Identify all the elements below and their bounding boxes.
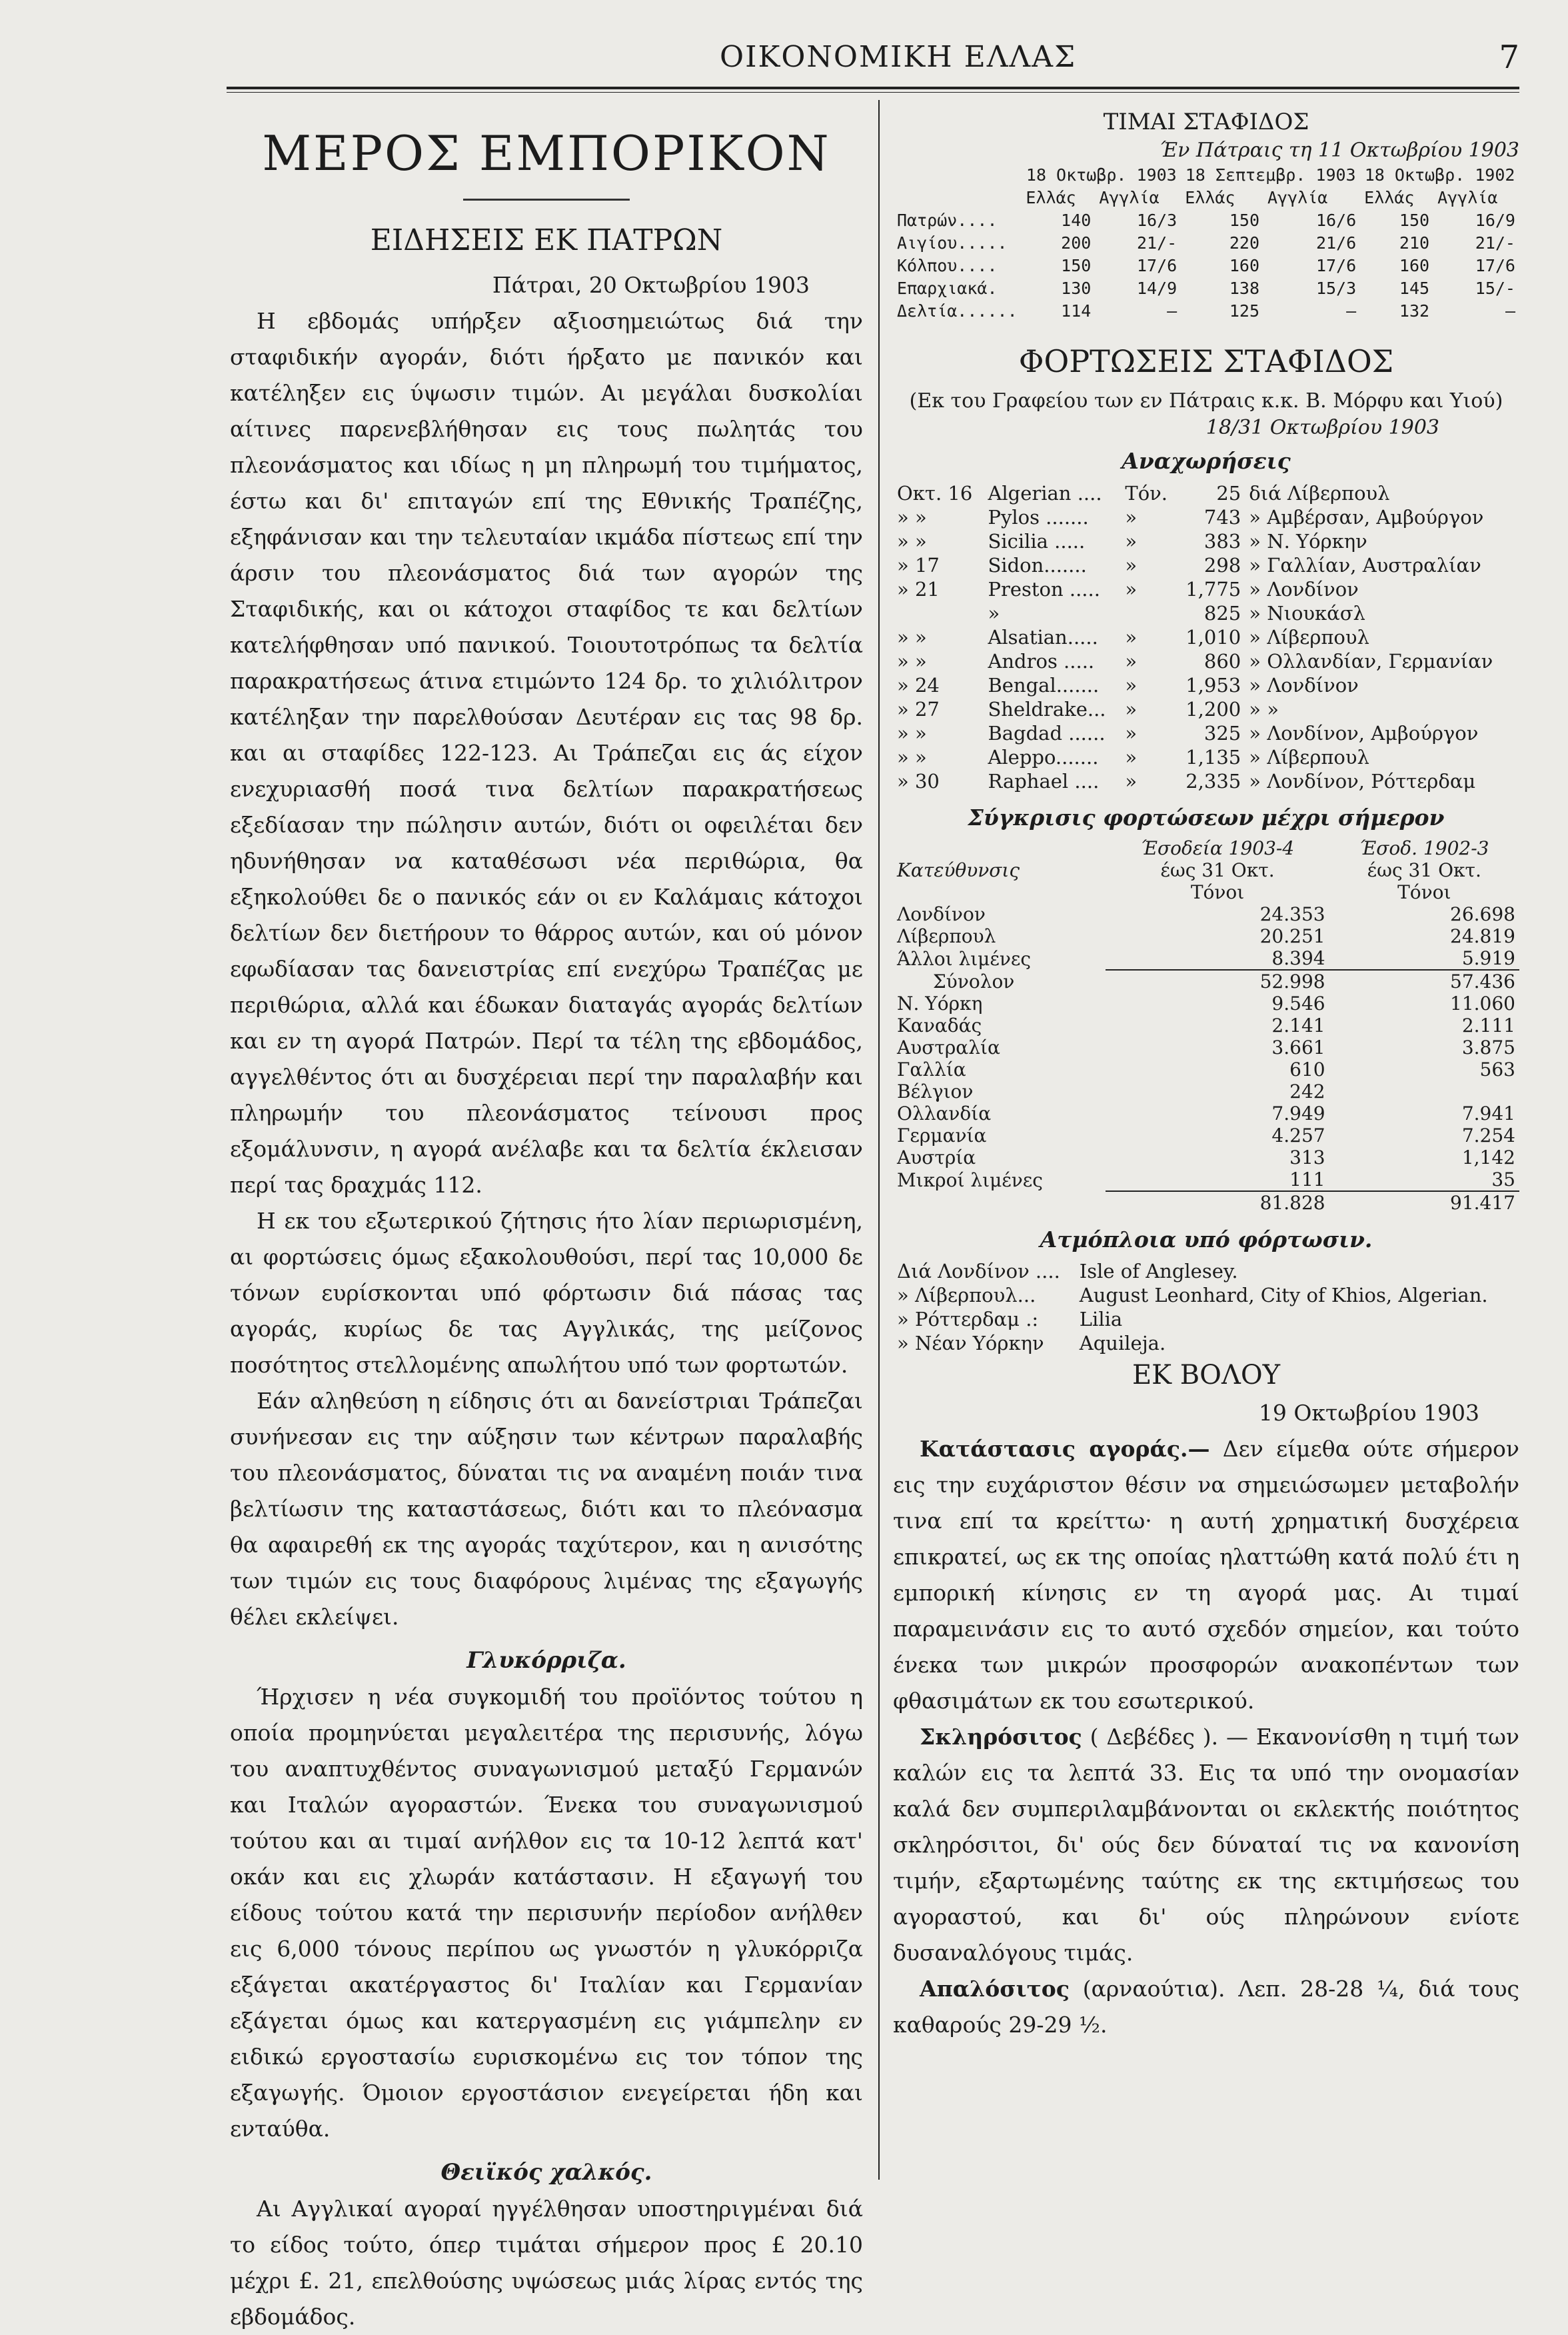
lead-term: Κατάστασις αγοράς.— bbox=[920, 1436, 1210, 1462]
paragraph: Αι Αγγλικαί αγοραί ηγγέλθησαν υποστηριγμέναι διά το είδος τούτο, όπερ τιμάται σήμερον προς £ 20.10 μέχρι £. 21, επελθούσης υψώσεως μιάς λίρας εντός της εβδομάδος. bbox=[230, 2196, 863, 2330]
date-header: 18 Σεπτεμβρ. 1903 bbox=[1185, 165, 1356, 185]
table-cell: 150 bbox=[1061, 256, 1092, 275]
subtotal-label: Σύνολον bbox=[933, 970, 1015, 993]
price-row bbox=[893, 209, 1519, 232]
table-cell: Aquileja. bbox=[1079, 1332, 1166, 1354]
departure-row bbox=[893, 481, 1519, 505]
departure-row bbox=[893, 769, 1519, 793]
table-cell: 26.698 bbox=[1450, 903, 1515, 925]
table-cell: 17/6 bbox=[1475, 256, 1515, 275]
table-cell: 11.060 bbox=[1450, 993, 1515, 1015]
comparison-row bbox=[893, 1015, 1519, 1037]
table-cell: Ολλανδία bbox=[897, 1103, 992, 1125]
lead-term: Απαλόσιτος bbox=[920, 1976, 1070, 2002]
table-cell: » Λονδίνον, Ρόττερδαμ bbox=[1249, 770, 1476, 793]
table-cell: » » bbox=[897, 746, 927, 769]
table-cell: 325 bbox=[1203, 722, 1241, 745]
table-cell: 860 bbox=[1203, 650, 1241, 673]
steamers-title: Ατμόπλοια υπό φόρτωσιν. bbox=[1040, 1226, 1373, 1252]
glykorriza-title: Γλυκόρριζα. bbox=[466, 1647, 626, 1674]
col-header: Ελλάς bbox=[1185, 188, 1235, 207]
table-cell: 21/6 bbox=[1315, 233, 1357, 253]
table-cell: Λονδίνον bbox=[897, 903, 986, 925]
table-cell: August Leonhard, City of Khios, Algerian. bbox=[1079, 1284, 1488, 1306]
steamer-row bbox=[893, 1259, 1519, 1283]
steamer-row bbox=[893, 1283, 1519, 1307]
table-cell: Algerian .... bbox=[988, 482, 1102, 505]
table-cell: 7.254 bbox=[1461, 1125, 1515, 1147]
table-cell: » bbox=[1125, 746, 1138, 769]
table-cell: 21/- bbox=[1475, 233, 1515, 253]
table-cell bbox=[893, 601, 984, 625]
table-cell: » bbox=[1125, 722, 1138, 745]
table-cell: » » bbox=[897, 650, 927, 673]
table-cell: Κόλπου.... bbox=[897, 256, 998, 275]
table-cell: » bbox=[1125, 770, 1138, 793]
lead-term: Σκληρόσιτος bbox=[920, 1724, 1082, 1750]
table-cell: Γαλλία bbox=[897, 1059, 966, 1081]
comparison-row bbox=[893, 1103, 1519, 1125]
table-cell: » 30 bbox=[897, 770, 940, 793]
prices-table bbox=[893, 164, 1519, 323]
table-cell: Lilia bbox=[1079, 1308, 1123, 1330]
table-cell: 25 bbox=[1216, 482, 1241, 505]
paragraph-text: ( Δεβέδες ). — Εκανονίσθη η τιμή των καλών εις τα λεπτά 33. Εις τα υπό την ονομασίαν καλά δεν συμπεριλαμβάνονται οι εκλεκτής ποιότητος σκληρόσιτοι, δι' ούς δεν δύναταί τις να κανονίση τιμήν, εξαρτωμένης ταύτης εκ της εκτιμήσεως του αγοραστού, και δι' ούς πληρώνουν ενίοτε δυσαναλόγους τιμάς. bbox=[893, 1724, 1519, 1966]
table-cell: 15/- bbox=[1475, 279, 1515, 298]
unit-header: Τόνοι bbox=[1190, 881, 1245, 903]
table-cell: Bagdad ...... bbox=[988, 722, 1106, 745]
table-cell: 130 bbox=[1061, 279, 1092, 298]
subtotal-value: 57.436 bbox=[1329, 970, 1519, 993]
table-cell: 3.661 bbox=[1271, 1037, 1325, 1059]
paragraph: Ήρχισεν η νέα συγκομιδή του προϊόντος τούτου η οποία προμηνύεται μεγαλειτέρα της περισυνής, λόγω του αναπτυχθέντος συναγωνισμού μεταξύ Γερμανών και Ιταλών αγοραστών. Ένεκα του συναγωνισμού τούτου και αι τιμαί ανήλθον εις τα 10-12 λεπτά κατ' οκάν και εις χλωράν κατάστασιν. Η εξαγωγή του είδους τούτου κατά την περισυνήν περίοδον ανήλθεν εις 6,000 τόνους περίπου ως γνωστόν η γλυκόρριζα εξάγεται ακατέργαστος δι' Ιταλίαν και Γερμανίαν εξάγεται όμως και κατεργασμένη εις γιάμπελην εν ειδικώ εργοστασίω ευρισκομένω εις τον τόπον της εξαγωγής. Όμοιον εργοστάσιον ενεγείρεται ήδη και ενταύθα. bbox=[230, 1684, 863, 2142]
table-cell: 383 bbox=[1203, 530, 1241, 553]
table-cell: — bbox=[1346, 301, 1357, 321]
right-column bbox=[893, 107, 1519, 2043]
table-cell: » » bbox=[1249, 698, 1279, 721]
loads-title: ΦΟΡΤΩΣΕΙΣ ΣΤΑΦΙΔΟΣ bbox=[1018, 343, 1394, 379]
table-cell: 4.257 bbox=[1271, 1125, 1325, 1147]
departures-table bbox=[893, 481, 1519, 793]
departure-row bbox=[893, 505, 1519, 529]
table-cell: 220 bbox=[1229, 233, 1259, 253]
steamers-table bbox=[893, 1259, 1519, 1355]
table-cell: Sheldrake... bbox=[988, 698, 1106, 721]
table-cell: 160 bbox=[1229, 256, 1259, 275]
comparison-row bbox=[893, 1081, 1519, 1103]
table-cell: » Λονδίνον, Αμβούργον bbox=[1249, 722, 1479, 745]
table-cell: 125 bbox=[1229, 301, 1259, 321]
price-row bbox=[893, 277, 1519, 300]
table-cell: » Νιουκάσλ bbox=[1249, 602, 1365, 625]
col-header: Ελλάς bbox=[1364, 188, 1415, 207]
table-cell: 2.111 bbox=[1461, 1015, 1515, 1037]
departure-row bbox=[893, 625, 1519, 649]
comparison-row bbox=[893, 925, 1519, 947]
departure-row bbox=[893, 697, 1519, 721]
table-cell: 16/3 bbox=[1136, 211, 1177, 230]
table-cell: διά Λίβερπουλ bbox=[1249, 482, 1390, 505]
table-cell: » Ολλανδίαν, Γερμανίαν bbox=[1249, 650, 1493, 673]
table-cell: Raphael .... bbox=[988, 770, 1100, 793]
table-cell: » bbox=[1125, 506, 1138, 529]
price-row bbox=[893, 255, 1519, 277]
comparison-row bbox=[893, 1059, 1519, 1081]
table-cell: » bbox=[988, 602, 1000, 625]
table-cell: 1,953 bbox=[1185, 674, 1241, 697]
until-header: έως 31 Οκτ. bbox=[1160, 859, 1275, 881]
table-cell: » bbox=[1125, 650, 1138, 673]
table-cell: 5.919 bbox=[1461, 947, 1515, 969]
table-cell: » Γαλλίαν, Αυστραλίαν bbox=[1249, 554, 1481, 577]
table-cell: » Αμβέρσαν, Αμβούργον bbox=[1249, 506, 1484, 529]
comparison-row bbox=[893, 1168, 1519, 1191]
volos-paragraph bbox=[893, 1719, 1519, 1971]
table-cell: » bbox=[1125, 626, 1138, 649]
table-cell: » » bbox=[897, 722, 927, 745]
table-cell: 743 bbox=[1203, 506, 1241, 529]
left-column bbox=[230, 107, 863, 2335]
subtotal-value: 52.998 bbox=[1106, 970, 1329, 993]
prices-subtitle: Έν Πάτραις τη 11 Οκτωβρίου 1903 bbox=[1160, 139, 1519, 162]
table-cell: » 21 bbox=[897, 578, 940, 601]
table-cell: Αιγίου..... bbox=[897, 233, 1008, 253]
price-row bbox=[893, 232, 1519, 255]
table-cell: Καναδάς bbox=[897, 1015, 982, 1037]
table-cell: — bbox=[1167, 301, 1177, 321]
table-cell: » bbox=[1125, 578, 1138, 601]
departure-row bbox=[893, 577, 1519, 601]
loads-source: (Εκ του Γραφείου των εν Πάτραις κ.κ. Β. Μόρφυ και Υιού) bbox=[909, 389, 1503, 413]
steamer-row bbox=[893, 1307, 1519, 1331]
table-cell: 35 bbox=[1491, 1168, 1515, 1190]
table-cell: » 17 bbox=[897, 554, 940, 577]
season-header: Έσοδ. 1902-3 bbox=[1359, 837, 1489, 859]
table-cell: » bbox=[1125, 530, 1138, 553]
table-cell: 1,010 bbox=[1185, 626, 1241, 649]
table-cell: Άλλοι λιμένες bbox=[897, 947, 1032, 970]
page-header bbox=[227, 27, 1519, 90]
price-row bbox=[893, 300, 1519, 323]
table-cell bbox=[1121, 601, 1176, 625]
paragraph: Η εκ του εξωτερικού ζήτησις ήτο λίαν περιωρισμένη, αι φορτώσεις όμως εξακολουθούσι, περί τας 10,000 δε τόνων ευρίσκονται υπό φόρτωσιν διά πάσας τας αγοράς, κυρίως δε τας Αγγλικάς, της μείζονος ποσότητος στελλομένης απωλήτου υπό των φορτωτών. bbox=[230, 1208, 863, 1378]
table-cell: 313 bbox=[1289, 1147, 1325, 1168]
table-cell: Sicilia ..... bbox=[988, 530, 1086, 553]
table-cell: Δελτία...... bbox=[897, 301, 1018, 321]
paragraph: Η εβδομάς υπήρξεν αξιοσημειώτως διά την σταφιδικήν αγοράν, διότι ήρξατο με πανικόν και κατέληξεν εις ύψωσιν τιμών. Αι μεγάλαι δυσκολίαι αίτινες παρενεβλήθησαν εις τους πωλητάς του πλεονάσματος και ιδίως η μη πληρωμή του τιμήματος, έστω και δι' επιταγών επί της Εθνικής Τραπέζης, εξηφάνισαν και την τελευταίαν ικμάδα πίστεως επί την άρσιν του πλεονάσματος διά των αγορών της Σταφιδικής, και οι κάτοχοι σταφίδος τε και δελτίων κατελήφθησαν υπό πανικού. Τοιουτοτρόπως τα δελτία παρακρατήσεως άτινα ετιμώντο 124 δρ. το χιλιόλιτρον κατέληξαν την παρελθούσαν Δευτέραν εις τας 98 δρ. και αι σταφίδες 122-123. Αι Τράπεζαι εις άς είχον ενεχυριασθή ποσά τινα δελτίων παρακρατήσεως εξεδίασαν την πώλησιν αυτών, διότι οι οφειλέται δεν ηδυνήθησαν να καταθέσωσι νέα περιθώρια, θα εξηκολούθει δε ο πανικός εάν οι εν Καλάμαις κάτοχοι δελτίων δεν διετήρουν το θάρρος αυτών, και ού μόνον εφωδίασαν τας δανειστρίας επί ενεχύρω Τραπέζας με περιθώρια, αλλά και έδωκαν διαταγάς αγοράς δελτίων και εν τη αγορά Πατρών. Περί τα τέλη της εβδομάδος, αγγελθέντος ότι αι δυσχέρειαι περί την παραλαβήν και πληρωμήν του πλεονάσματος τείνουσι προς εξομάλυνσιν, η αγορά ανέλαβε και τα δελτία έκλεισαν περί τας δραχμάς 112. bbox=[230, 308, 863, 1198]
col-header: Αγγλία bbox=[1099, 188, 1160, 207]
table-cell: Πατρών.... bbox=[897, 211, 998, 230]
volos-paragraph bbox=[893, 1431, 1519, 1719]
table-cell: » Λονδίνον bbox=[1249, 578, 1359, 601]
table-cell: » Λίβερπουλ... bbox=[897, 1284, 1036, 1306]
table-cell: Τόν. bbox=[1125, 482, 1168, 505]
table-cell: 2.141 bbox=[1271, 1015, 1325, 1037]
prices-title: ΤΙΜΑΙ ΣΤΑΦΙΔΟΣ bbox=[1103, 109, 1309, 135]
departure-row bbox=[893, 601, 1519, 625]
table-cell: Μικροί λιμένες bbox=[897, 1168, 1043, 1191]
departures-title: Αναχωρήσεις bbox=[1122, 448, 1291, 474]
table-cell: Γερμανία bbox=[897, 1125, 987, 1147]
table-cell: 21/- bbox=[1136, 233, 1177, 253]
copper-sulfate-title: Θειϊκός χαλκός. bbox=[440, 2159, 652, 2186]
volos-title: ΕΚ ΒΟΛΟΥ bbox=[1132, 1360, 1281, 1390]
header-rule-thin bbox=[227, 92, 1519, 93]
table-cell: 15/3 bbox=[1315, 279, 1357, 298]
header-rule bbox=[227, 87, 1519, 89]
table-cell: 24.819 bbox=[1450, 925, 1515, 947]
table-cell: 132 bbox=[1399, 301, 1430, 321]
total-value: 81.828 bbox=[1106, 1191, 1329, 1214]
table-cell: 114 bbox=[1061, 301, 1092, 321]
page-number: 7 bbox=[1499, 39, 1519, 76]
table-cell: 200 bbox=[1061, 233, 1092, 253]
col-header: Αγγλία bbox=[1437, 188, 1498, 207]
table-cell: 138 bbox=[1229, 279, 1259, 298]
table-cell: Λίβερπουλ bbox=[897, 925, 996, 947]
table-cell: 610 bbox=[1289, 1059, 1325, 1081]
table-cell: 563 bbox=[1479, 1059, 1515, 1081]
volos-date: 19 Οκτωβρίου 1903 bbox=[1258, 1400, 1479, 1426]
departure-row bbox=[893, 745, 1519, 769]
unit-header: Τόνοι bbox=[1397, 881, 1451, 903]
table-cell: 111 bbox=[1289, 1168, 1325, 1190]
table-cell: » 27 bbox=[897, 698, 940, 721]
total-label bbox=[893, 1191, 1106, 1214]
table-cell: » 24 bbox=[897, 674, 940, 697]
table-cell: 17/6 bbox=[1315, 256, 1357, 275]
col-header: Ελλάς bbox=[1026, 188, 1076, 207]
table-cell: 210 bbox=[1399, 233, 1430, 253]
loads-date: 18/31 Οκτωβρίου 1903 bbox=[1205, 416, 1439, 439]
table-cell: » Λίβερπουλ bbox=[1249, 746, 1369, 769]
table-cell: 16/9 bbox=[1475, 211, 1515, 230]
col-header: Αγγλία bbox=[1267, 188, 1328, 207]
table-cell: » bbox=[1125, 554, 1138, 577]
table-cell: » Νέαν Υόρκην bbox=[897, 1332, 1044, 1354]
comparison-row bbox=[893, 1125, 1519, 1147]
table-cell: 1,142 bbox=[1461, 1147, 1515, 1168]
table-cell: 16/6 bbox=[1315, 211, 1357, 230]
section-rule bbox=[463, 199, 630, 201]
comparison-row bbox=[893, 993, 1519, 1015]
table-cell: Bengal....... bbox=[988, 674, 1100, 697]
table-cell: Διά Λονδίνον .... bbox=[897, 1260, 1060, 1282]
comparison-table bbox=[893, 837, 1519, 1214]
table-cell: 298 bbox=[1203, 554, 1241, 577]
paragraph: Εάν αληθεύση η είδησις ότι αι δανείστριαι Τράπεζαι συνήνεσαν εις την αύξησιν των κέντρων παραλαβής του πλεονάσματος, δύναται τις να αναμένη ποιάν τινα βελτίωσιν της καταστάσεως, διότι και το πλεόνασμα θα αφαιρεθή εκ της αγοράς ταχύτερον, και η ανισότης των τιμών εις τους διαφόρους λιμένας της εξαγωγής θέλει εκλείψει. bbox=[230, 1388, 863, 1630]
table-cell: 150 bbox=[1229, 211, 1259, 230]
table-cell: Οκτ. 16 bbox=[897, 482, 973, 505]
date-header: 18 Οκτωβρ. 1903 bbox=[1026, 165, 1177, 185]
paragraph-text: Δεν είμεθα ούτε σήμερον εις την ευχάριστον θέσιν να σημειώσωμεν μεταβολήν τινα επί τα κρείττω· η αυτή χρηματική δυσχέρεια επικρατεί, ως εκ της οποίας ηλαττώθη κατά πολύ έτι η εμπορική κίνησις εν τη αγορά μας. Αι τιμαί παραμεινάσιν εις το αυτό σχεδόν σημείον, και τούτο ένεκα των μικρών προσφορών ανακοπέντων των φθασιμάτων εκ του εσωτερικού. bbox=[893, 1436, 1519, 1714]
table-cell: 140 bbox=[1061, 211, 1092, 230]
departure-row bbox=[893, 721, 1519, 745]
table-cell: Sidon....... bbox=[988, 554, 1087, 577]
table-cell: Andros ..... bbox=[988, 650, 1095, 673]
departure-row bbox=[893, 673, 1519, 697]
table-cell: 20.251 bbox=[1259, 925, 1325, 947]
table-cell: Αυστρία bbox=[897, 1147, 976, 1168]
table-cell: 9.546 bbox=[1271, 993, 1325, 1015]
comparison-row bbox=[893, 1147, 1519, 1168]
comparison-row bbox=[893, 903, 1519, 925]
column-divider bbox=[878, 100, 880, 2180]
table-cell: » bbox=[1125, 674, 1138, 697]
table-cell: Pylos ....... bbox=[988, 506, 1089, 529]
table-cell: 7.941 bbox=[1461, 1103, 1515, 1125]
departure-row bbox=[893, 553, 1519, 577]
paragraph-text: (αρναούτια). Λεπ. 28-28 ¼, διά τους καθαρούς 29-29 ½. bbox=[893, 1976, 1519, 2038]
dateline: Πάτραι, 20 Οκτωβρίου 1903 bbox=[492, 272, 810, 298]
comparison-title: Σύγκρισις φορτώσεων μέχρι σήμερον bbox=[968, 805, 1445, 831]
table-cell: Βέλγιον bbox=[897, 1081, 974, 1103]
season-header: Έσοδεία 1903-4 bbox=[1140, 837, 1295, 859]
table-cell: Επαρχιακά. bbox=[897, 279, 998, 298]
table-cell: 7.949 bbox=[1271, 1103, 1325, 1125]
table-cell: 1,135 bbox=[1185, 746, 1241, 769]
departure-row bbox=[893, 529, 1519, 553]
comparison-row bbox=[893, 947, 1519, 970]
section-title: ΜΕΡΟΣ ΕΜΠΟΡΙΚΟΝ bbox=[262, 125, 831, 181]
table-cell: 14/9 bbox=[1136, 279, 1177, 298]
table-cell: » » bbox=[897, 530, 927, 553]
table-cell: 1,775 bbox=[1185, 578, 1241, 601]
table-cell bbox=[1329, 1081, 1519, 1103]
table-cell: 825 bbox=[1203, 602, 1241, 625]
comparison-row bbox=[893, 1037, 1519, 1059]
table-cell: 8.394 bbox=[1271, 947, 1325, 969]
date-header: 18 Οκτωβρ. 1902 bbox=[1364, 165, 1515, 185]
volos-paragraph bbox=[893, 1971, 1519, 2043]
table-cell: — bbox=[1505, 301, 1515, 321]
table-cell: 17/6 bbox=[1136, 256, 1177, 275]
table-cell: 2,335 bbox=[1185, 770, 1241, 793]
table-cell: 150 bbox=[1399, 211, 1430, 230]
departure-row bbox=[893, 649, 1519, 673]
table-cell: » Ν. Υόρκην bbox=[1249, 530, 1367, 553]
table-cell: Isle of Anglesey. bbox=[1079, 1260, 1238, 1282]
table-cell: 242 bbox=[1289, 1081, 1325, 1103]
steamer-row bbox=[893, 1331, 1519, 1355]
table-cell: Preston ..... bbox=[988, 578, 1100, 601]
table-cell: Alsatian..... bbox=[988, 626, 1098, 649]
table-cell: » Ρόττερδαμ .: bbox=[897, 1308, 1039, 1330]
table-cell: » Λίβερπουλ bbox=[1249, 626, 1369, 649]
total-value: 91.417 bbox=[1329, 1191, 1519, 1214]
table-cell: » » bbox=[897, 626, 927, 649]
table-cell: Aleppo....... bbox=[988, 746, 1099, 769]
table-cell: » » bbox=[897, 506, 927, 529]
table-cell: Αυστραλία bbox=[897, 1037, 1000, 1059]
table-cell: 24.353 bbox=[1259, 903, 1325, 925]
table-cell: 3.875 bbox=[1461, 1037, 1515, 1059]
table-cell: 145 bbox=[1399, 279, 1430, 298]
subsection-title: ΕΙΔΗΣΕΙΣ ΕΚ ΠΑΤΡΩΝ bbox=[370, 223, 723, 257]
table-cell: » Λονδίνον bbox=[1249, 674, 1359, 697]
table-cell: 1,200 bbox=[1185, 698, 1241, 721]
journal-title: ΟΙΚΟΝΟΜΙΚΗ ΕΛΛΑΣ bbox=[720, 40, 1077, 74]
until-header: έως 31 Οκτ. bbox=[1367, 859, 1481, 881]
table-cell: 160 bbox=[1399, 256, 1430, 275]
table-cell: Ν. Υόρκη bbox=[897, 993, 983, 1015]
table-cell: » bbox=[1125, 698, 1138, 721]
destination-label: Κατεύθυνσις bbox=[897, 859, 1020, 881]
